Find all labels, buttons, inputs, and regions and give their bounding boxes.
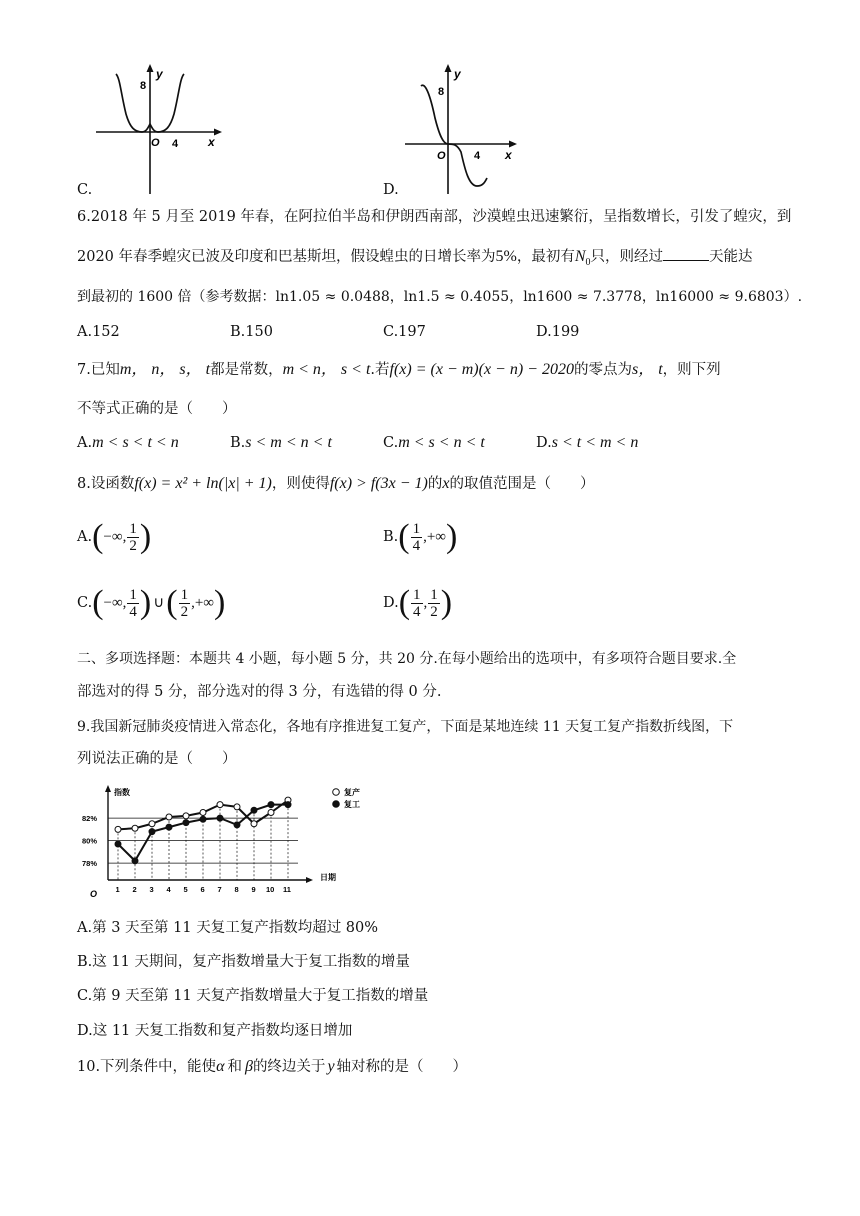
q8-option-d[interactable]: D. ( $\frac{1}{4}$ , $\frac{1}{2}$ )	[383, 584, 453, 621]
chart-x-tick-11: 11	[283, 885, 291, 894]
chart-x-tick-2: 2	[132, 885, 137, 894]
chart-x-tick-3: 3	[149, 885, 154, 894]
chart-point-1-9	[251, 807, 257, 813]
q8-option-c[interactable]: C. ( −∞, $\frac{1}{4}$ ) ∪ ( $\frac{1}{2}$ ,+∞ )	[77, 584, 226, 621]
q8-inequality: f(x) > f(3x − 1)	[329, 475, 428, 492]
chart-point-0-9	[251, 821, 257, 827]
graph-d-label: D.	[383, 182, 399, 198]
chart-legend-label-1: 复工	[344, 800, 360, 809]
chart-x-tick-5: 5	[183, 885, 188, 894]
q6-text-c: 只，则经过	[590, 249, 664, 265]
graph-c-tick-y: 8	[140, 80, 147, 92]
q7-line-2: 不等式正确的是（ ）	[77, 401, 237, 417]
chart-point-1-7	[217, 815, 223, 821]
chart-x-arrow	[306, 877, 313, 883]
chart-point-1-5	[183, 820, 189, 826]
chart-point-1-2	[132, 858, 138, 864]
chart-point-1-6	[200, 816, 206, 822]
graph-d	[385, 60, 535, 200]
q6-option-c[interactable]: C.197	[383, 324, 426, 340]
q6-rate: 5%	[495, 248, 517, 265]
chart-legend-marker-1	[333, 801, 340, 808]
q10-line-1: 10.下列条件中，能使α 和 β的终边关于 y 轴对称的是（ ）	[77, 1058, 468, 1075]
chart-y-label: 指数	[114, 788, 130, 797]
chart-origin: O	[90, 889, 98, 899]
graph-c-x-label: x	[208, 135, 215, 149]
chart-y-tick-0: 82%	[82, 814, 98, 824]
q7-option-c[interactable]: C.m < s < n < t	[383, 434, 485, 451]
q7-option-d[interactable]: D.s < t < m < n	[536, 434, 639, 451]
q7-zeros: s， t	[631, 361, 663, 378]
q7-line-1: 7.已知m， n， s， t都是常数，m < n， s < t.若f(x) = (x − m)(x − n) − 2020的零点为s， t，则下列	[77, 361, 721, 378]
q6-option-b[interactable]: B.150	[230, 324, 273, 340]
chart-point-1-4	[166, 824, 172, 830]
q6-text-d: 天能达	[709, 249, 753, 265]
q8-line-1: 8.设函数f(x) = x² + ln(|x| + 1)，则使得f(x) > f(3x − 1)的x的取值范围是（ ）	[77, 475, 595, 492]
chart-point-0-2	[132, 825, 138, 831]
graph-c-y-arrow	[147, 64, 154, 72]
q10-alpha: α	[216, 1058, 225, 1075]
chart-x-label: 日期	[320, 873, 336, 882]
graph-c-y-label: y	[156, 67, 163, 81]
chart-x-tick-7: 7	[217, 885, 222, 894]
q6-line-1: 6.2018 年 5 月至 2019 年春，在阿拉伯半岛和伊朗西南部，沙漠蝗虫迅速繁衍，呈指数增长，引发了蝗灾，到	[77, 209, 792, 225]
q8-option-b[interactable]: B. ( $\frac{1}{4}$ ,+∞ )	[383, 518, 458, 555]
graph-c	[80, 60, 230, 200]
q7-function: f(x) = (x − m)(x − n) − 2020	[389, 361, 574, 378]
q9-option-a[interactable]: A.第 3 天至第 11 天复工复产指数均超过 80%	[77, 920, 379, 936]
q8-option-a[interactable]: A. ( −∞, $\frac{1}{2}$ )	[77, 518, 152, 555]
chart-point-0-6	[200, 810, 206, 816]
chart-point-0-5	[183, 813, 189, 819]
q9-line-2: 列说法正确的是（ ）	[77, 751, 237, 767]
q9-option-c[interactable]: C.第 9 天至第 11 天复产指数增量大于复工指数的增量	[77, 988, 429, 1004]
chart-point-0-4	[166, 814, 172, 820]
q6-text-b: ，最初有	[516, 249, 575, 265]
chart-point-1-11	[285, 802, 291, 808]
graph-c-tick-x: 4	[172, 138, 179, 150]
chart-point-0-7	[217, 802, 223, 808]
chart-point-1-10	[268, 802, 274, 808]
q9-option-b[interactable]: B.这 11 天期间，复产指数增量大于复工指数的增量	[77, 954, 410, 970]
chart-x-tick-6: 6	[200, 885, 205, 894]
chart-x-tick-1: 1	[115, 885, 120, 894]
q6-option-a[interactable]: A.152	[77, 324, 120, 340]
graph-d-tick-x: 4	[474, 150, 481, 162]
graph-d-y-label: y	[454, 67, 461, 81]
q6-option-d[interactable]: D.199	[536, 324, 580, 340]
chart-y-arrow	[105, 785, 111, 792]
chart-point-0-1	[115, 826, 121, 832]
q7-vars: m， n， s， t	[119, 361, 211, 378]
graph-d-x-arrow	[509, 141, 517, 148]
chart-y-tick-2: 78%	[82, 859, 98, 869]
q6-line-3: 到最初的 1600 倍（参考数据：ln1.05 ≈ 0.0488，ln1.5 ≈ 0.4055，ln1600 ≈ 7.3778，ln16000 ≈ 9.6803）.	[77, 289, 803, 305]
q10-y: y	[327, 1058, 335, 1075]
chart-point-0-8	[234, 804, 240, 810]
chart-point-1-8	[234, 822, 240, 828]
q8-function: f(x) = x² + ln(|x| + 1)	[134, 475, 272, 492]
chart-x-tick-8: 8	[234, 885, 239, 894]
section-2-line-2: 部选对的得 5 分，部分选对的得 3 分，有选错的得 0 分.	[77, 684, 442, 700]
q9-line-1: 9.我国新冠肺炎疫情进入常态化，各地有序推进复工复产，下面是某地连续 11 天复工复产指数折线图，下	[77, 719, 734, 735]
graph-c-x-arrow	[214, 129, 222, 136]
graph-c-label: C.	[77, 182, 93, 198]
chart-x-tick-4: 4	[166, 885, 171, 894]
chart-legend-marker-0	[333, 789, 340, 796]
chart-y-tick-1: 80%	[82, 836, 98, 846]
q7-option-a[interactable]: A.m < s < t < n	[77, 434, 179, 451]
chart-x-tick-9: 9	[251, 885, 256, 894]
chart-point-0-3	[149, 821, 155, 827]
section-2-line-1: 二、多项选择题：本题共 4 小题，每小题 5 分，共 20 分.在每小题给出的选项中，有多项符合题目要求.全	[77, 651, 737, 667]
chart-point-1-3	[149, 829, 155, 835]
graph-c-origin: O	[151, 137, 160, 149]
q6-n0: $N_0$	[574, 248, 591, 269]
chart-point-0-10	[268, 810, 274, 816]
chart-legend-label-0: 复产	[344, 788, 360, 797]
q10-beta: β	[244, 1058, 253, 1075]
graph-d-origin: O	[437, 150, 446, 162]
q7-condition: m < n， s < t	[282, 361, 371, 378]
q6-answer-blank[interactable]	[663, 246, 709, 261]
graph-d-y-arrow	[445, 64, 452, 72]
q6-text-a: 2020 年春季蝗灾已波及印度和巴基斯坦，假设蝗虫的日增长率为	[77, 249, 496, 265]
graph-d-curve	[421, 85, 487, 186]
q9-option-d[interactable]: D.这 11 天复工指数和复产指数均逐日增加	[77, 1023, 353, 1039]
chart-x-tick-10: 10	[266, 885, 275, 894]
graph-d-x-label: x	[505, 148, 512, 162]
graph-d-tick-y: 8	[438, 86, 445, 98]
q6-line-2	[77, 246, 753, 273]
q7-option-b[interactable]: B.s < m < n < t	[230, 434, 332, 451]
index-line-chart	[80, 782, 360, 904]
chart-point-1-1	[115, 841, 121, 847]
